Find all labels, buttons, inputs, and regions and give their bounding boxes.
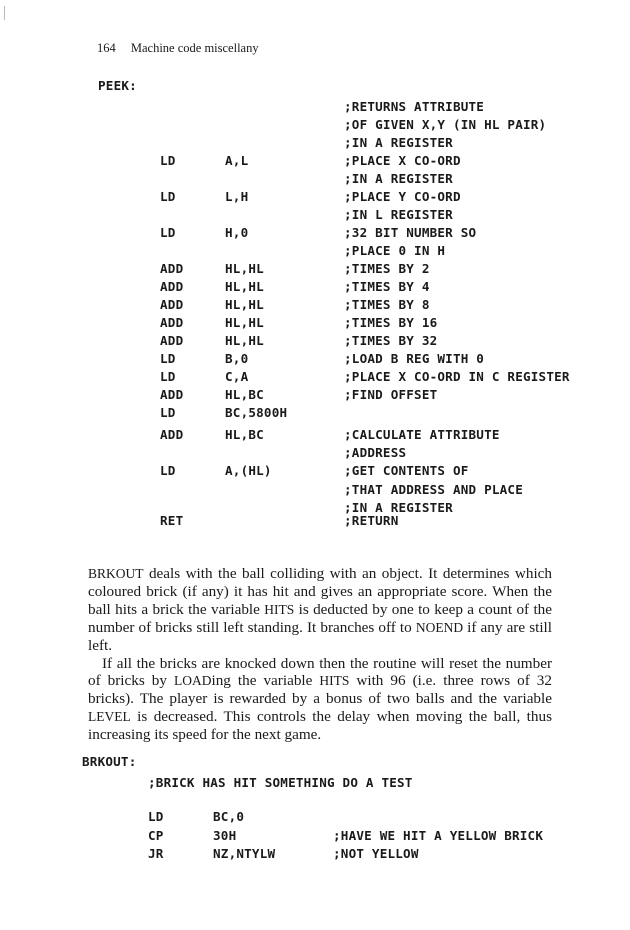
- code-comment: ;OF GIVEN X,Y (IN HL PAIR): [344, 117, 547, 132]
- running-title: Machine code miscellany: [130, 41, 259, 55]
- brkout-comment: ;BRICK HAS HIT SOMETHING DO A TEST: [148, 775, 413, 790]
- code-comment: ;TIMES BY 2: [344, 261, 430, 276]
- term-hits: HITS: [319, 673, 350, 689]
- code-operand: C,A: [225, 369, 249, 384]
- code-comment: ;PLACE X CO-ORD: [344, 153, 461, 168]
- page-number: 164: [97, 41, 116, 55]
- code-comment: ;TIMES BY 8: [344, 297, 430, 312]
- code-opcode: RET: [160, 513, 184, 528]
- code-operand: HL,HL: [225, 279, 264, 294]
- term-load: LOAD: [173, 673, 212, 689]
- code-comment: ;PLACE Y CO-ORD: [344, 189, 461, 204]
- paragraph-text: is deducted by one to keep a count of the number of bricks still left standing. It branches off to: [88, 600, 553, 636]
- code-comment: ;IN A REGISTER: [344, 171, 453, 186]
- code-opcode: LD: [160, 189, 176, 204]
- paragraph-text: ing the variable: [211, 672, 320, 690]
- code-comment: ;TIMES BY 4: [344, 279, 430, 294]
- code-operand: HL,HL: [225, 261, 264, 276]
- code-opcode: LD: [160, 405, 176, 420]
- code-opcode: LD: [160, 351, 176, 366]
- code-comment: ;GET CONTENTS OF: [344, 463, 469, 478]
- code-operand: NZ,NTYLW: [213, 846, 276, 861]
- code-opcode: LD: [160, 463, 176, 478]
- code-comment: ;32 BIT NUMBER SO: [344, 225, 477, 240]
- code-comment: ;CALCULATE ATTRIBUTE: [344, 427, 500, 442]
- code-operand: 30H: [213, 827, 237, 843]
- code-operand: HL,BC: [225, 427, 264, 442]
- code-comment: ;TIMES BY 16: [344, 315, 438, 330]
- paragraph-text: if any are still left.: [88, 618, 552, 654]
- term-level: LEVEL: [88, 709, 131, 725]
- code-operand: HL,HL: [225, 315, 264, 330]
- peek-label: PEEK:: [98, 78, 137, 93]
- code-opcode: ADD: [160, 315, 184, 330]
- code-comment: ;FIND OFFSET: [344, 387, 438, 402]
- code-operand: HL,BC: [225, 387, 264, 402]
- term-hits: HITS: [264, 601, 295, 617]
- code-opcode: ADD: [160, 333, 184, 348]
- code-comment: ;HAVE WE HIT A YELLOW BRICK: [333, 827, 544, 843]
- code-comment: ;IN A REGISTER: [344, 135, 453, 150]
- code-comment: ;RETURN: [344, 513, 399, 528]
- code-comment: ;LOAD B REG WITH 0: [344, 351, 485, 366]
- code-comment: ;PLACE X CO-ORD IN C REGISTER: [344, 369, 570, 384]
- code-opcode: ADD: [160, 297, 184, 312]
- code-comment: ;PLACE 0 IN H: [344, 243, 446, 258]
- paragraph-reset: [88, 655, 552, 745]
- code-opcode: ADD: [160, 427, 184, 442]
- code-comment: ;ADDRESS: [344, 445, 407, 460]
- paragraph-text: deals with the ball colliding with an object. It determines which coloured brick (if any) it has hit and gives an appropriate score. When the ball hits a brick the variable: [88, 565, 552, 618]
- code-opcode: LD: [160, 369, 176, 384]
- code-comment: ;IN L REGISTER: [344, 207, 453, 222]
- code-operand: L,H: [225, 189, 249, 204]
- code-comment: ;RETURNS ATTRIBUTE: [344, 99, 485, 114]
- paragraph-brkout: [88, 565, 552, 655]
- code-comment: ;IN A REGISTER: [344, 500, 453, 515]
- page-header: [97, 41, 259, 56]
- paragraph-text: with 96 (i.e. three rows of 32 bricks). The player is rewarded by a bonus of two balls and the variable: [88, 672, 552, 708]
- code-comment: ;TIMES BY 32: [344, 333, 438, 348]
- margin-mark: [4, 6, 5, 20]
- code-operand: A,(HL): [225, 463, 272, 478]
- term-noend: NOEND: [415, 619, 464, 635]
- code-operand: HL,HL: [225, 297, 264, 312]
- code-opcode: LD: [160, 153, 176, 168]
- code-opcode: LD: [160, 225, 176, 240]
- paragraph-text: If all the bricks are knocked down then the routine will reset the number of bricks by: [88, 654, 552, 690]
- code-opcode: ADD: [160, 279, 184, 294]
- code-comment: ;THAT ADDRESS AND PLACE: [344, 482, 523, 497]
- code-opcode: JR: [148, 846, 164, 861]
- code-opcode: ADD: [160, 387, 184, 402]
- code-comment: ;NOT YELLOW: [333, 846, 419, 861]
- code-operand: BC,5800H: [225, 405, 288, 420]
- code-opcode: LD: [148, 809, 164, 824]
- term-brkout: BRKOUT: [88, 566, 144, 581]
- code-opcode: CP: [148, 827, 164, 843]
- code-operand: B,0: [225, 351, 249, 366]
- code-operand: H,0: [225, 225, 249, 240]
- code-operand: A,L: [225, 153, 249, 168]
- body-text: [88, 565, 552, 744]
- paragraph-text: is decreased. This controls the delay when moving the ball, thus increasing its speed for the next game.: [88, 708, 552, 744]
- code-opcode: ADD: [160, 261, 184, 276]
- code-operand: HL,HL: [225, 333, 264, 348]
- brkout-label: BRKOUT:: [82, 754, 137, 769]
- code-operand: BC,0: [213, 809, 245, 824]
